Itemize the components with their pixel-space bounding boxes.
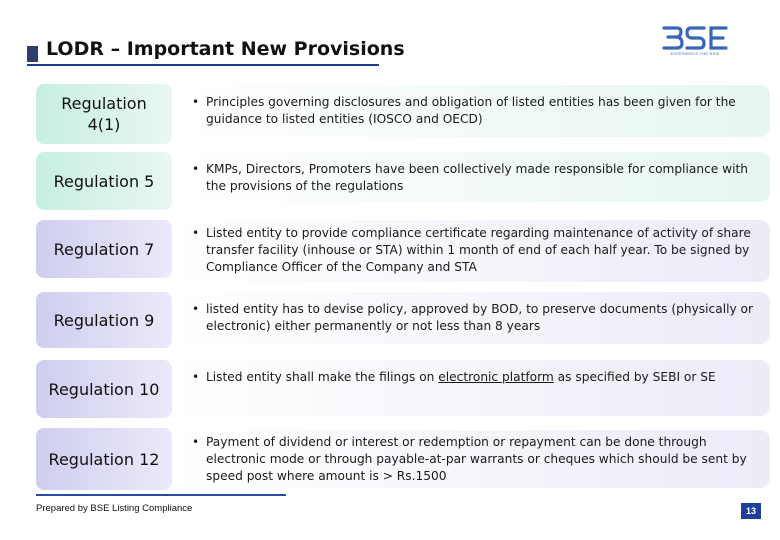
title-marker — [27, 46, 38, 62]
footer-prepared-by: Prepared by BSE Listing Compliance — [36, 503, 193, 514]
description-text — [206, 369, 716, 416]
provision-row-reg-7 — [36, 220, 770, 282]
regulation-text: Regulation 5 — [53, 171, 155, 191]
bottom-rule — [36, 494, 286, 496]
description-text: listed entity has to devise policy, approved by BOD, to preserve documents (physically or electronic) either permanently or not less than 8 years — [206, 302, 754, 333]
provision-description — [176, 85, 770, 137]
provision-row-reg-10 — [36, 360, 770, 420]
description-text-start: Listed entity shall make the filings on — [206, 370, 439, 384]
regulation-label — [36, 360, 172, 418]
provision-description — [176, 220, 770, 282]
provision-row-reg-9 — [36, 292, 770, 348]
electronic-platform-link: electronic platform — [438, 370, 554, 384]
bullet-icon: • — [192, 226, 200, 240]
provision-description — [176, 292, 770, 344]
provision-description — [176, 152, 770, 202]
bullet-icon: • — [192, 95, 200, 109]
provision-description — [176, 360, 770, 416]
regulation-label — [36, 292, 172, 348]
description-text-end: as specified by SEBI or SE — [553, 370, 716, 384]
description-text: Payment of dividend or interest or redemption or repayment can be done through electronic mode or through payable-at-par warrants or cheques which should be sent by speed post where amount is > Rs.1500 — [206, 435, 747, 483]
provision-description — [176, 430, 770, 488]
bullet-icon: • — [192, 302, 200, 316]
page-title: LODR – Important New Provisions — [46, 38, 405, 60]
provision-row-reg-12 — [36, 428, 770, 490]
description-text: Listed entity to provide compliance certificate regarding maintenance of activity of share transfer facility (inhouse or STA) within 1 month of end of each half year. To be signed by Compliance Officer of the Company and STA — [206, 226, 751, 274]
regulation-text: Regulation 4(1) — [61, 94, 147, 134]
regulation-label — [36, 428, 172, 490]
bullet-icon: • — [192, 162, 200, 176]
regulation-text: Regulation 12 — [48, 449, 160, 469]
bullet-icon: • — [192, 370, 200, 384]
provision-row-reg-4-1 — [36, 84, 770, 144]
regulation-text: Regulation 7 — [53, 239, 155, 259]
regulation-text: Regulation 9 — [53, 310, 155, 330]
description-text: KMPs, Directors, Promoters have been collectively made responsible for compliance with the provisions of the regulations — [206, 162, 749, 193]
regulation-label — [36, 220, 172, 278]
provision-row-reg-5 — [36, 152, 770, 210]
title-underline — [27, 64, 379, 66]
bse-logo-tagline: EXPERIENCE THE NEW — [670, 51, 720, 56]
regulation-label — [36, 152, 172, 210]
page-number-badge: 13 — [741, 503, 761, 519]
bullet-icon: • — [192, 435, 200, 449]
regulation-text: Regulation 10 — [48, 379, 160, 399]
description-text: Principles governing disclosures and obligation of listed entities has been given for the guidance to listed entities (IOSCO and OECD) — [206, 95, 736, 126]
regulation-label — [36, 84, 172, 144]
